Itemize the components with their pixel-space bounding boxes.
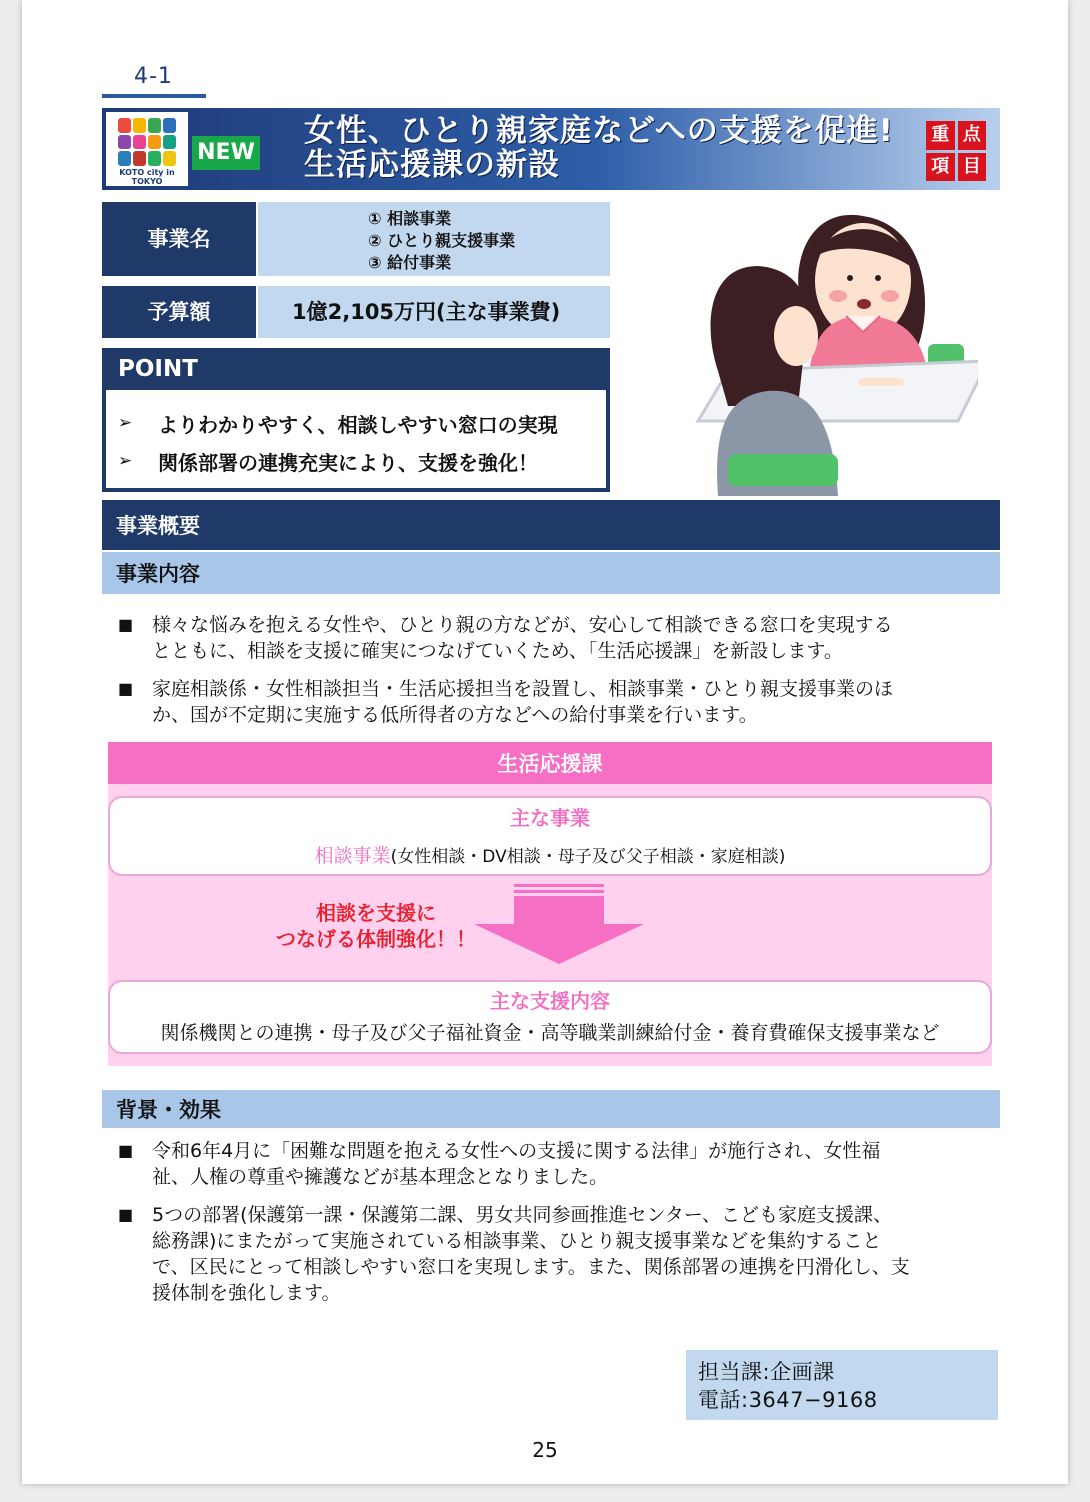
contact-phone: 電話:3647−9168 <box>698 1388 878 1412</box>
support-content-text: 関係機関との連携・母子及び父子福祉資金・高等職業訓練給付金・養育費確保支援事業など <box>160 1022 940 1044</box>
square-bullet-icon: ■ <box>118 679 134 698</box>
emphasis-line: 相談を支援に <box>316 901 436 925</box>
emphasis-line: つなげる体制強化！！ <box>276 927 476 951</box>
bullet-line: 家庭相談係・女性相談担当・生活応援担当を設置し、相談事業・ひとり親支援事業のほ <box>152 678 894 700</box>
chair-front-icon <box>728 454 838 486</box>
contact-dept: 担当課:企画課 <box>698 1360 835 1384</box>
bullet-line: 令和6年4月に「困難な問題を抱える女性への支援に関する法律」が施行され、女性福 <box>152 1140 881 1162</box>
page-label: 4-1 <box>134 64 173 89</box>
arrow-bullet-icon: ➢ <box>118 451 133 471</box>
square-bullet-icon: ■ <box>118 1205 134 1224</box>
priority-char: 項 <box>926 153 955 182</box>
priority-char: 点 <box>958 121 987 150</box>
page-title <box>304 114 924 182</box>
bullet-line: 祉、人権の尊重や擁護などが基本理念となりました。 <box>152 1166 609 1188</box>
bullet-line: か、国が不定期に実施する低所得者の方などへの給付事業を行います。 <box>152 704 758 726</box>
main-business-line <box>110 841 990 868</box>
business-name-list <box>258 202 610 276</box>
priority-char: 目 <box>958 153 987 182</box>
background-bullet <box>108 1202 988 1306</box>
budget-label: 予算額 <box>102 286 256 338</box>
document-page <box>22 0 1068 1484</box>
title-line-2: 生活応援課の新設 <box>304 147 560 183</box>
koto-city-logo <box>106 112 188 186</box>
main-business-title: 主な事業 <box>510 806 590 830</box>
point-item <box>118 442 606 480</box>
down-arrow-icon <box>474 884 644 964</box>
logo-mosaic-icon <box>118 118 176 166</box>
section-overview-header: 事業概要 <box>102 500 1000 550</box>
bullet-line: 5つの部署(保護第一課・保護第二課、男女共同参画推進センター、こども家庭支援課、 <box>152 1204 892 1226</box>
bullet-line: 様々な悩みを抱える女性や、ひとり親の方などが、安心して相談できる窓口を実現する <box>152 614 893 636</box>
bullet-line: 援体制を強化します。 <box>152 1282 341 1304</box>
section-background-header: 背景・効果 <box>102 1090 1000 1128</box>
new-badge: NEW <box>192 136 260 170</box>
point-item-text: よりわかりやすく、相談しやすい窓口の実現 <box>158 412 558 437</box>
arrow-bullet-icon: ➢ <box>118 413 133 433</box>
point-item <box>118 404 606 442</box>
priority-char: 重 <box>926 121 955 150</box>
budget-value: 1億2,105万円(主な事業費) <box>258 286 610 338</box>
priority-badge <box>926 121 986 181</box>
contact-box <box>686 1350 998 1420</box>
section-content-header: 事業内容 <box>102 552 1000 594</box>
background-bullet <box>108 1138 988 1190</box>
bullet-line: で、区民にとって相談しやすい窓口を実現します。また、関係部署の連携を円滑化し、支 <box>152 1256 910 1278</box>
page-label-underline <box>102 94 206 98</box>
diagram-header: 生活応援課 <box>108 742 992 784</box>
logo-text: KOTO city in TOKYO <box>119 168 175 186</box>
business-item: ③ 給付事業 <box>368 253 452 272</box>
woman-left-face-icon <box>774 306 818 366</box>
bullet-line: 総務課)にまたがって実施されている相談事業、ひとり親支援事業などを集約すること <box>152 1230 882 1252</box>
support-content-title: 主な支援内容 <box>490 989 610 1013</box>
point-title: POINT <box>118 356 198 382</box>
business-item: ① 相談事業 <box>368 209 452 228</box>
support-content-box <box>108 980 992 1054</box>
title-line-1: 女性、ひとり親家庭などへの支援を促進! <box>304 113 894 149</box>
business-item: ② ひとり親支援事業 <box>368 231 516 250</box>
page-number: 25 <box>532 1438 558 1462</box>
point-item-text: 関係部署の連携充実により、支援を強化！ <box>158 450 538 475</box>
content-bullet <box>108 612 988 664</box>
content-bullet <box>108 676 988 728</box>
business-name-label: 事業名 <box>102 202 256 276</box>
consultation-illustration <box>658 196 978 496</box>
main-business-detail: (女性相談・DV相談・母子及び父子相談・家庭相談) <box>390 847 786 867</box>
square-bullet-icon: ■ <box>118 615 134 634</box>
point-list <box>106 390 606 488</box>
main-business-box <box>108 796 992 876</box>
square-bullet-icon: ■ <box>118 1141 134 1160</box>
main-business-highlight: 相談事業 <box>314 845 391 867</box>
bullet-line: とともに、相談を支援に確実につなげていくため、「生活応援課」を新設します。 <box>152 640 843 662</box>
